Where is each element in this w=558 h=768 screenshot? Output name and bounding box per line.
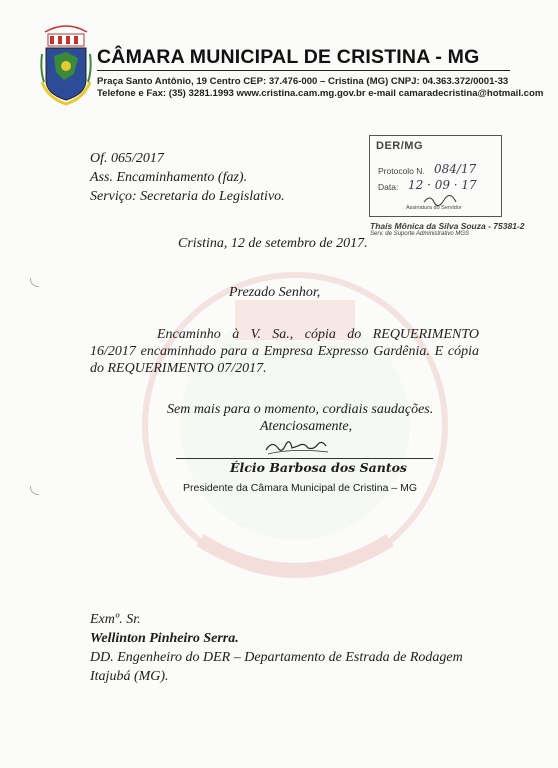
signature-line — [176, 458, 433, 459]
signer-name: Élcio Barbosa dos Santos — [230, 460, 407, 475]
greeting: Prezado Senhor, — [229, 285, 321, 300]
stamp-protocol-value: 084/17 — [434, 162, 477, 176]
signer-role: Presidente da Câmara Municipal de Cristina – MG — [183, 482, 418, 494]
memo-service: Serviço: Secretaria do Legislativo. — [90, 189, 285, 204]
punch-mark — [30, 278, 39, 287]
stamp-protocol-label: Protocolo N. — [378, 166, 425, 176]
institution-title: CÂMARA MUNICIPAL DE CRISTINA - MG — [97, 46, 480, 68]
reception-stamp — [369, 135, 502, 217]
staff-role: Serv. de Suporte Administrativo MGS — [370, 231, 470, 237]
header-divider — [97, 70, 510, 71]
stamp-org: DER/MG — [376, 140, 423, 152]
recipient-city: Itajubá (MG). — [90, 669, 169, 684]
memo-subject: Ass. Encaminhamento (faz). — [90, 170, 248, 185]
contact-line: Telefone e Fax: (35) 3281.1993 www.cristina.cam.mg.gov.br e-mail camaradecristina@hotmail.com — [97, 88, 544, 99]
closing-regards: Atenciosamente, — [260, 419, 353, 434]
staff-name: Thaís Mônica da Silva Souza - 75381-2 — [370, 221, 525, 231]
body-paragraph: Encaminho à V. Sa., cópia do REQUERIMENTO 16/2017 encaminhado para a Empresa Expresso Gardênia. E cópia do REQUERIMENTO 07/2017. — [90, 327, 479, 376]
stamp-date-value: 12 · 09 · 17 — [408, 178, 477, 192]
stamp-signature-label: Assinatura do Servidor — [406, 205, 462, 211]
address-line: Praça Santo Antônio, 19 Centro CEP: 37.476-000 – Cristina (MG) CNPJ: 04.363.372/0001-33 — [97, 76, 509, 87]
handwritten-signature — [262, 436, 332, 458]
stamp-date-label: Data: — [378, 182, 399, 192]
recipient-salutation: Exmº. Sr. — [90, 612, 141, 627]
recipient-name: Wellinton Pinheiro Serra. — [90, 631, 239, 646]
staff-name-stamp — [370, 221, 524, 237]
memo-number: Of. 065/2017 — [90, 151, 164, 166]
closing-line: Sem mais para o momento, cordiais saudações. — [167, 402, 434, 417]
punch-mark — [30, 486, 39, 495]
recipient-role: DD. Engenheiro do DER – Departamento de Estrada de Rodagem — [90, 650, 463, 665]
date-line: Cristina, 12 de setembro de 2017. — [178, 236, 368, 251]
municipal-crest-logo — [40, 24, 92, 106]
